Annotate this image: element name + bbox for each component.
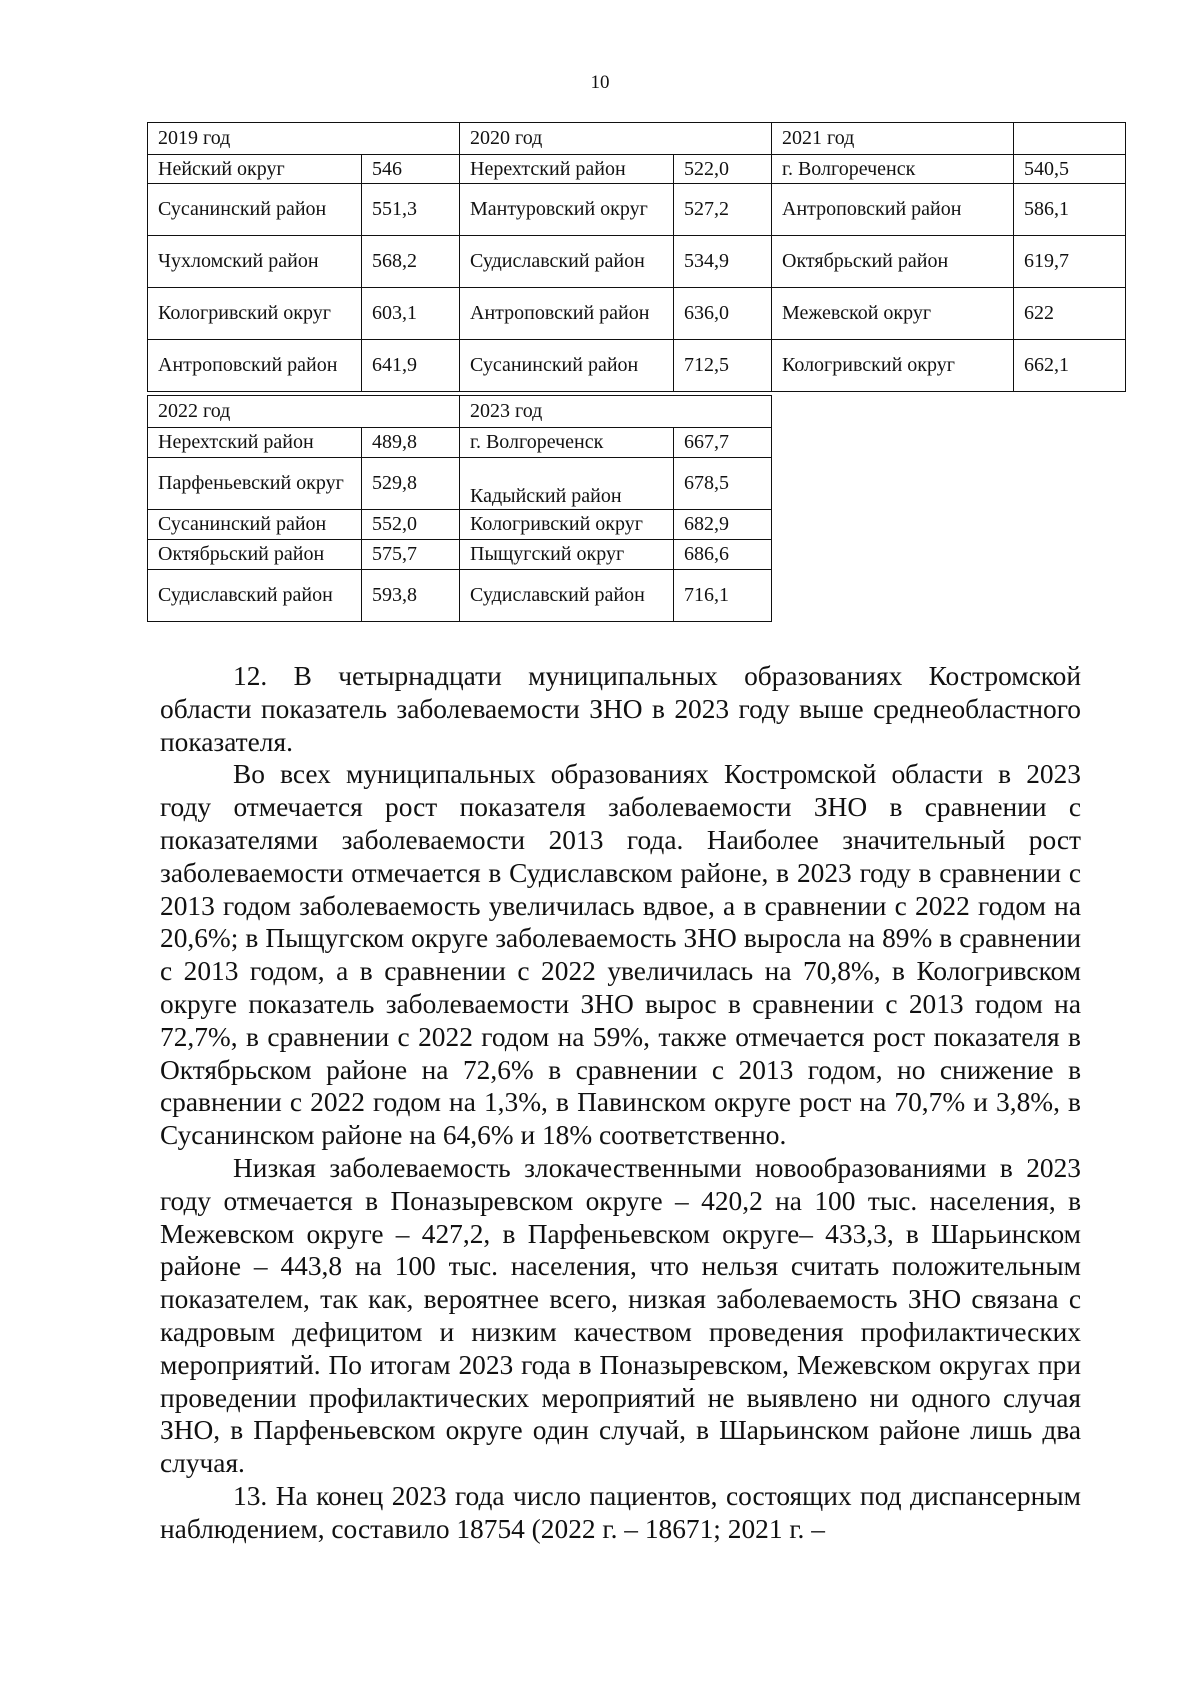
incidence-value: 636,0 — [674, 288, 772, 340]
incidence-value: 552,0 — [362, 510, 460, 540]
body-text — [160, 660, 1081, 1546]
incidence-value: 551,3 — [362, 184, 460, 236]
district-name: Парфеньевский округ — [148, 458, 362, 510]
incidence-value: 603,1 — [362, 288, 460, 340]
table-header-row — [148, 123, 1126, 155]
incidence-value: 622 — [1014, 288, 1126, 340]
table-row — [148, 184, 1126, 236]
paragraph-12: 12. В четырнадцати муниципальных образованиях Костромской области показатель заболеваемости ЗНО в 2023 году выше среднеобластного показателя. — [160, 661, 1081, 757]
incidence-value: 678,5 — [674, 458, 772, 510]
district-name: Сусанинский район — [148, 184, 362, 236]
table-row — [148, 288, 1126, 340]
incidence-value: 667,7 — [674, 428, 772, 458]
district-name: г. Волгореченск — [772, 155, 1014, 184]
district-name: Мантуровский округ — [460, 184, 674, 236]
district-name: Нерехтский район — [148, 428, 362, 458]
incidence-value: 686,6 — [674, 540, 772, 570]
district-name: Межевской округ — [772, 288, 1014, 340]
incidence-value: 522,0 — [674, 155, 772, 184]
district-name: Судиславский район — [460, 236, 674, 288]
incidence-value: 575,7 — [362, 540, 460, 570]
year-header: 2022 год — [148, 396, 460, 428]
district-name: Октябрьский район — [148, 540, 362, 570]
incidence-value: 568,2 — [362, 236, 460, 288]
district-name: Сусанинский район — [148, 510, 362, 540]
year-header: 2023 год — [460, 396, 772, 428]
incidence-value: 641,9 — [362, 340, 460, 392]
district-name: Антроповский район — [460, 288, 674, 340]
paragraph-13: 13. На конец 2023 года число пациентов, состоящих под диспансерным наблюдением, составило 18754 (2022 г. – 18671; 2021 г. – — [160, 1480, 1081, 1544]
table-row — [148, 510, 772, 540]
incidence-value: 546 — [362, 155, 460, 184]
incidence-value: 682,9 — [674, 510, 772, 540]
page-number: 10 — [590, 72, 610, 93]
district-name: Чухломский район — [148, 236, 362, 288]
incidence-value: 593,8 — [362, 570, 460, 622]
district-name: Антроповский район — [148, 340, 362, 392]
district-name: Нерехтский район — [460, 155, 674, 184]
incidence-value: 712,5 — [674, 340, 772, 392]
table-row — [148, 236, 1126, 288]
paragraph-growth: Во всех муниципальных образованиях Костромской области в 2023 году отмечается рост показателя заболеваемости ЗНО в сравнении с показателями заболеваемости 2013 года. Наиболее значительный рост заболеваемости отмечается в Судиславском районе, в 2023 году в сравнении с 2013 годом заболеваемость увеличилась вдвое, а в сравнении с 2022 годом на 20,6%; в Пыщугском округе заболеваемость ЗНО выросла на 89% в сравнении с 2013 годом, а в сравнении с 2022 увеличилась на 70,8%, в Кологривском округе показатель заболеваемости ЗНО вырос в сравнении с 2013 годом на 72,7%, в сравнении с 2022 годом на 59%, также отмечается рост показателя в Октябрьском районе на 72,6% в сравнении с 2013 годом, но снижение в сравнении с 2022 годом на 1,3%, в Павинском округе рост на 70,7% и 3,8%, в Сусанинском районе на 64,6% и 18% соответственно. — [160, 759, 1081, 1151]
district-name: Судиславский район — [460, 570, 674, 622]
district-name: г. Волгореченск — [460, 428, 674, 458]
table-row — [148, 570, 772, 622]
year-header: 2020 год — [460, 123, 772, 155]
district-name: Кологривский округ — [772, 340, 1014, 392]
district-name: Нейский округ — [148, 155, 362, 184]
district-name: Кологривский округ — [148, 288, 362, 340]
district-name: Судиславский район — [148, 570, 362, 622]
district-name: Сусанинский район — [460, 340, 674, 392]
incidence-table-2019-2021 — [147, 122, 1126, 392]
paragraph-low-incidence: Низкая заболеваемость злокачественными новообразованиями в 2023 году отмечается в Поназыревском округе – 420,2 на 100 тыс. населения, в Межевском округе – 427,2, в Парфеньевском округе– 433,3, в Шарьинском районе – 443,8 на 100 тыс. населения, что нельзя считать положительным показателем, так как, вероятнее всего, низкая заболеваемость ЗНО связана с кадровым дефицитом и низким качеством проведения профилактических мероприятий. По итогам 2023 года в Поназыревском, Межевском округах при проведении профилактических мероприятий не выявлено ни одного случая ЗНО, в Парфеньевском округе один случай, в Шарьинском районе лишь два случая. — [160, 1152, 1081, 1479]
incidence-table-2022-2023 — [147, 395, 772, 622]
incidence-value: 527,2 — [674, 184, 772, 236]
incidence-value: 529,8 — [362, 458, 460, 510]
year-header: 2019 год — [148, 123, 460, 155]
district-name: Кологривский округ — [460, 510, 674, 540]
table-row — [148, 155, 1126, 184]
district-name: Пыщугский округ — [460, 540, 674, 570]
year-header: 2021 год — [772, 123, 1014, 155]
incidence-value: 540,5 — [1014, 155, 1126, 184]
table-row — [148, 428, 772, 458]
table-header-row — [148, 396, 772, 428]
district-name: Кадыйский район — [460, 458, 674, 510]
incidence-value: 662,1 — [1014, 340, 1126, 392]
district-name: Октябрьский район — [772, 236, 1014, 288]
district-name: Антроповский район — [772, 184, 1014, 236]
incidence-value: 619,7 — [1014, 236, 1126, 288]
incidence-value: 489,8 — [362, 428, 460, 458]
table-row — [148, 458, 772, 510]
incidence-value: 534,9 — [674, 236, 772, 288]
empty-cell — [1014, 123, 1126, 155]
incidence-value: 716,1 — [674, 570, 772, 622]
incidence-value: 586,1 — [1014, 184, 1126, 236]
table-row — [148, 540, 772, 570]
table-row — [148, 340, 1126, 392]
